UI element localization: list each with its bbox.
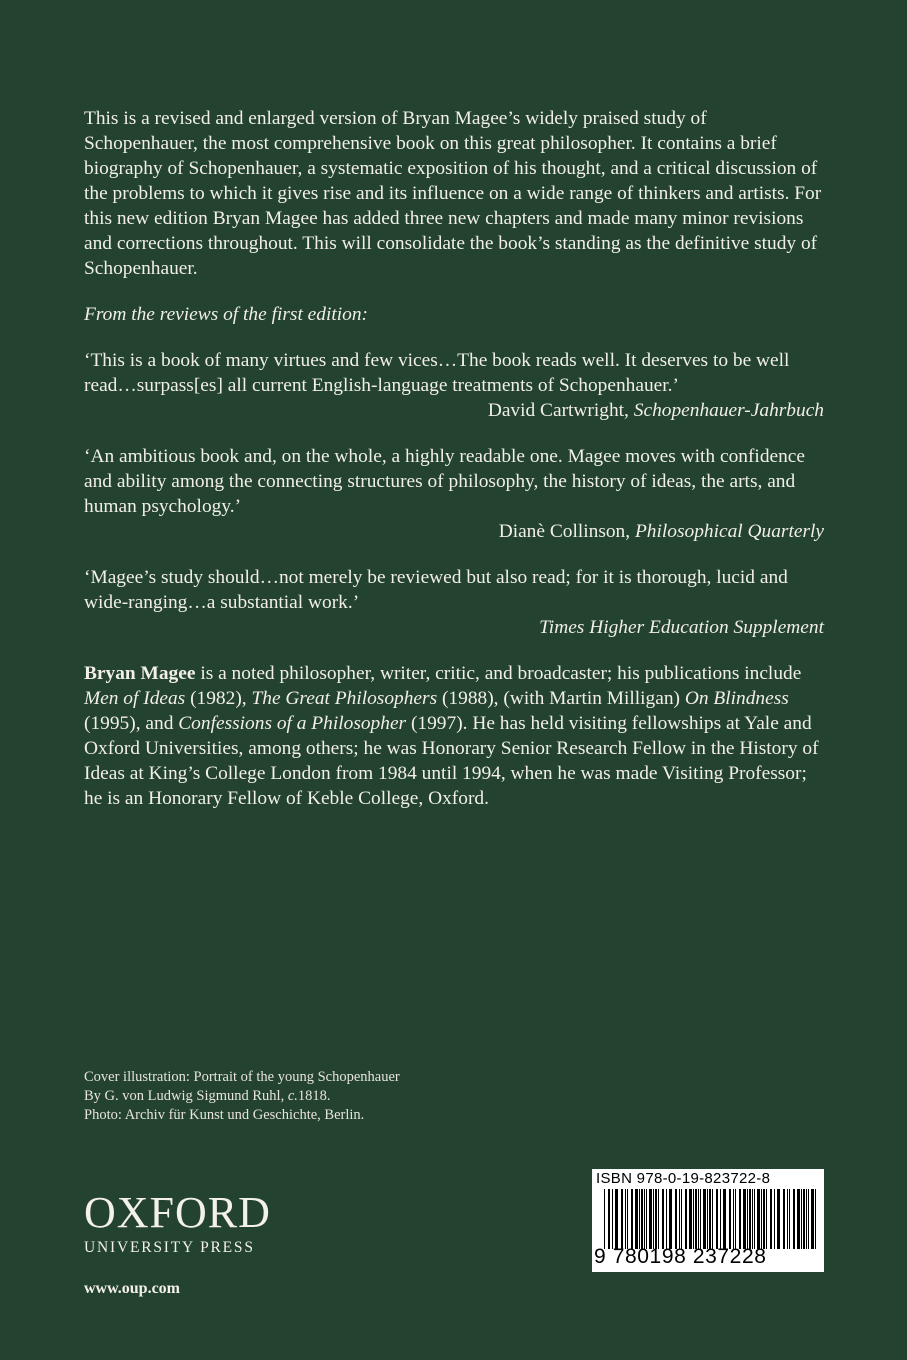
barcode-bar bbox=[749, 1189, 751, 1249]
barcode-bar bbox=[653, 1189, 654, 1249]
barcode-bar bbox=[797, 1189, 800, 1249]
barcode-bar bbox=[735, 1189, 736, 1249]
barcode-bar bbox=[625, 1189, 626, 1249]
barcode-bar bbox=[635, 1189, 638, 1249]
reviews-heading: From the reviews of the first edition: bbox=[84, 304, 368, 325]
barcode-bar bbox=[700, 1189, 701, 1249]
barcode-bar bbox=[615, 1189, 618, 1249]
publisher-url[interactable]: www.oup.com bbox=[84, 1280, 181, 1297]
barcode-bar bbox=[754, 1189, 755, 1249]
barcode-bar bbox=[608, 1189, 610, 1249]
barcode-bar bbox=[789, 1189, 790, 1249]
barcode-bar bbox=[693, 1189, 694, 1249]
barcode-bar bbox=[763, 1189, 765, 1249]
barcode-bar bbox=[689, 1189, 692, 1249]
barcode-bar bbox=[621, 1189, 623, 1249]
review-attribution: Times Higher Education Supplement bbox=[539, 617, 824, 638]
barcode-bar bbox=[815, 1189, 816, 1249]
barcode-bars bbox=[604, 1189, 818, 1249]
barcode-bar bbox=[739, 1189, 741, 1249]
barcode-bar bbox=[641, 1189, 643, 1249]
barcode-bar bbox=[681, 1189, 682, 1249]
barcode-bar bbox=[639, 1189, 640, 1249]
book-description: This is a revised and enlarged version of Bryan Magee’s widely praised study of Schopenhauer, the most comprehensive book on this great philosopher. It contains a brief biography of Schopenhauer, a systematic exposition of his thought, and a critical discussion of the problems to which it gives rise and its influence on a wide range of thinkers and artists. For this new edition Bryan Magee has added three new chapters and made many minor revisions and corrections throughout. This will consolidate the book’s standing as the definitive study of Schopenhauer. bbox=[84, 108, 822, 279]
publisher-subtitle: UNIVERSITY PRESS bbox=[84, 1239, 255, 1256]
barcode-bar bbox=[631, 1189, 633, 1249]
barcode-bar bbox=[646, 1189, 647, 1249]
barcode-bar bbox=[733, 1189, 734, 1249]
back-cover-text bbox=[84, 106, 824, 811]
review-attribution: Dianè Collinson, Philosophical Quarterly bbox=[498, 521, 824, 542]
review-quote: ‘This is a book of many virtues and few vices…The book reads well. It deserves to be well read…surpass[es] all current English-language treatments of Schopenhauer.’ bbox=[84, 350, 790, 396]
barcode-bar bbox=[787, 1189, 788, 1249]
barcode-bar bbox=[729, 1189, 731, 1249]
isbn-label: ISBN 978-0-19-823722-8 bbox=[596, 1170, 771, 1187]
barcode-bar bbox=[709, 1189, 711, 1249]
review-attribution: David Cartwright, Schopenhauer-Jahrbuch bbox=[487, 400, 824, 421]
barcode-bar bbox=[743, 1189, 746, 1249]
barcode-bar bbox=[806, 1189, 807, 1249]
barcode-bar bbox=[627, 1189, 628, 1249]
barcode-bar bbox=[770, 1189, 772, 1249]
barcode-bar bbox=[808, 1189, 809, 1249]
barcode-bar bbox=[752, 1189, 753, 1249]
barcode-bar bbox=[707, 1189, 708, 1249]
barcode-bar bbox=[644, 1189, 645, 1249]
barcode-bar bbox=[811, 1189, 814, 1249]
barcode-bar bbox=[679, 1189, 680, 1249]
publisher-logo bbox=[84, 1188, 284, 1258]
isbn-barcode bbox=[592, 1169, 824, 1272]
barcode-bar bbox=[666, 1189, 667, 1249]
barcode-bar bbox=[803, 1189, 805, 1249]
barcode-bar bbox=[655, 1189, 657, 1249]
credit-line: Cover illustration: Portrait of the young Schopenhauer bbox=[84, 1069, 400, 1085]
barcode-bar bbox=[604, 1189, 605, 1249]
barcode-bar bbox=[716, 1189, 718, 1249]
barcode-bar bbox=[761, 1189, 762, 1249]
author-bio: Bryan Magee is a noted philosopher, writer, critic, and broadcaster; his publications include Men of Ideas (1982), The Great Philosophers (1988), (with Martin Milligan) On Blindness (1995), and Confessions of a Philosopher (1997). He has held visiting fellowships at Yale and Oxford Universities, among others; he was Honorary Senior Research Fellow in the History of Ideas at King’s College London from 1984 until 1994, when he was made Visiting Professor; he is an Honorary Fellow of Keble College, Oxford. bbox=[84, 663, 819, 809]
publisher-name: OXFORD bbox=[84, 1188, 271, 1237]
credit-line: By G. von Ludwig Sigmund Ruhl, c.1818. bbox=[84, 1088, 331, 1104]
barcode-bar bbox=[675, 1189, 677, 1249]
barcode-bar bbox=[685, 1189, 687, 1249]
barcode-bar bbox=[777, 1189, 780, 1249]
review-quote: ‘Magee’s study should…not merely be reviewed but also read; for it is thorough, lucid and wide-ranging…a substantial work.’ bbox=[84, 567, 788, 613]
barcode-bar bbox=[720, 1189, 721, 1249]
barcode-bar bbox=[723, 1189, 726, 1249]
barcode-bar bbox=[801, 1189, 802, 1249]
barcode-bar bbox=[712, 1189, 713, 1249]
barcode-bar bbox=[703, 1189, 706, 1249]
barcode-bar bbox=[783, 1189, 785, 1249]
barcode-bar bbox=[649, 1189, 652, 1249]
barcode-bar bbox=[766, 1189, 767, 1249]
review-quote: ‘An ambitious book and, on the whole, a highly readable one. Magee moves with confidence and ability among the connecting structures of philosophy, the history of ideas, the arts, and human psychology.’ bbox=[84, 446, 806, 517]
barcode-bar bbox=[658, 1189, 659, 1249]
barcode-bar bbox=[695, 1189, 697, 1249]
barcode-bar bbox=[698, 1189, 699, 1249]
barcode-bar bbox=[662, 1189, 664, 1249]
isbn-digits: 9 780198 237228 bbox=[594, 1245, 767, 1268]
barcode-bar bbox=[793, 1189, 795, 1249]
barcode-bar bbox=[669, 1189, 672, 1249]
barcode-bar bbox=[757, 1189, 760, 1249]
barcode-bar bbox=[612, 1189, 613, 1249]
cover-credits bbox=[84, 1068, 504, 1125]
barcode-bar bbox=[774, 1189, 775, 1249]
credit-line: Photo: Archiv für Kunst und Geschichte, Berlin. bbox=[84, 1107, 365, 1123]
barcode-bar bbox=[747, 1189, 748, 1249]
